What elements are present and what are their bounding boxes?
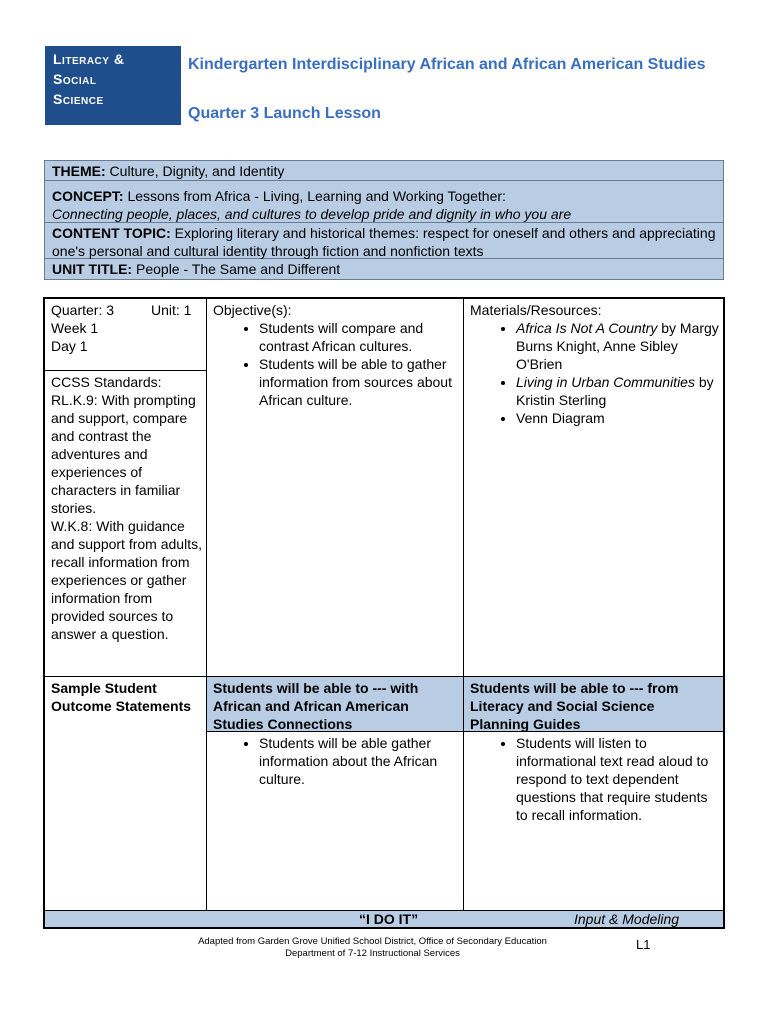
concept-label: CONCEPT:: [52, 188, 124, 204]
logo-line-3: Science: [53, 91, 104, 107]
outcome-item: • Students will listen to informational text read aloud to respond to text dependent questions that require students to recall information.: [516, 734, 722, 824]
ccss-title: CCSS Standards:: [51, 374, 162, 390]
theme-box: [44, 160, 724, 280]
page-number: L1: [636, 937, 651, 952]
concept-italic: Connecting people, places, and cultures to develop pride and dignity in who you are: [52, 206, 572, 222]
row-divider: [45, 370, 206, 371]
quarter-label: Quarter: 3: [51, 302, 115, 318]
concept-row: [45, 181, 723, 223]
unit-title-row: [45, 259, 723, 279]
column-divider: [463, 299, 464, 911]
ccss-standards-cell: [51, 373, 203, 643]
material-title: Living in Urban Communities: [516, 374, 695, 390]
logo-line-1: Literacy &: [53, 51, 125, 67]
african-studies-outcomes: [213, 734, 461, 788]
outcome-list: [470, 734, 722, 824]
planning-guides-header: Students will be able to --- from Literacy and Social Science Planning Guides: [464, 677, 723, 731]
objectives-title: Objective(s):: [213, 302, 292, 318]
materials-list: [470, 319, 720, 427]
footer-line-2: Department of 7-12 Instructional Services: [285, 948, 460, 959]
material-title: Africa Is Not A Country: [516, 320, 658, 336]
objective-item: • Students will compare and contrast African cultures.: [259, 319, 461, 355]
planning-guide-outcomes: [470, 734, 722, 824]
theme-value: Culture, Dignity, and Identity: [105, 163, 285, 179]
materials-cell: [470, 301, 720, 427]
logo-line-2: Social: [53, 71, 97, 87]
literacy-social-science-logo: [45, 46, 181, 125]
day-label: Day 1: [51, 338, 88, 354]
column-divider: [206, 299, 207, 911]
material-item: [516, 373, 720, 409]
content-topic-value: Exploring literary and historical themes: respect for oneself and others and appreciating one's personal and cultural identity through fiction and nonfiction texts: [52, 225, 716, 259]
material-item: [516, 319, 720, 373]
outcome-list: [213, 734, 461, 788]
outcome-item: • Students will be able gather information about the African culture.: [259, 734, 461, 788]
page-subtitle: Quarter 3 Launch Lesson: [188, 105, 381, 122]
objectives-list: [213, 319, 461, 409]
quarter-unit-line: [51, 301, 203, 319]
theme-row: [45, 161, 723, 181]
objective-item: • Students will be able to gather information from sources about African culture.: [259, 355, 461, 409]
material-author: by Kristin Sterling: [516, 374, 714, 408]
page-title: Kindergarten Interdisciplinary African and African American Studies: [188, 56, 706, 73]
outcome-statements-label: Sample Student Outcome Statements: [51, 680, 192, 714]
quarter-unit-cell: [51, 301, 203, 355]
footer-credit: [180, 936, 565, 960]
objectives-cell: [213, 301, 461, 409]
content-topic-label: CONTENT TOPIC:: [52, 225, 171, 241]
i-do-it-label: “I DO IT”: [359, 911, 419, 927]
week-label: Week 1: [51, 320, 99, 336]
ccss-w-k8: W.K.8: With guidance and support from adults, recall information from experiences or gather information from provided sources to answer a question.: [51, 518, 202, 642]
unit-label: Unit: 1: [151, 302, 192, 318]
lesson-plan-table: [43, 297, 725, 929]
unit-title-value: People - The Same and Different: [132, 261, 341, 277]
input-modeling-label: Input & Modeling: [574, 911, 680, 927]
content-topic-row: [45, 223, 723, 259]
unit-title-label: UNIT TITLE:: [52, 261, 133, 277]
materials-title: Materials/Resources:: [470, 302, 602, 318]
african-studies-connections-header: Students will be able to --- with African and African American Studies Connections: [207, 677, 463, 731]
material-item: [516, 409, 720, 427]
ccss-rl-k9: RL.K.9: With prompting and support, compare and contrast the adventures and experiences of characters in familiar stories.: [51, 392, 196, 516]
i-do-it-bar: [45, 911, 723, 927]
concept-value: Lessons from Africa - Living, Learning and Working Together:: [123, 188, 506, 204]
material-name: Venn Diagram: [516, 410, 605, 426]
theme-label: THEME:: [52, 163, 106, 179]
footer-line-1: Adapted from Garden Grove Unified School District, Office of Secondary Education: [198, 936, 547, 947]
material-author: by Margy Burns Knight, Anne Sibley O'Brien: [516, 320, 719, 372]
